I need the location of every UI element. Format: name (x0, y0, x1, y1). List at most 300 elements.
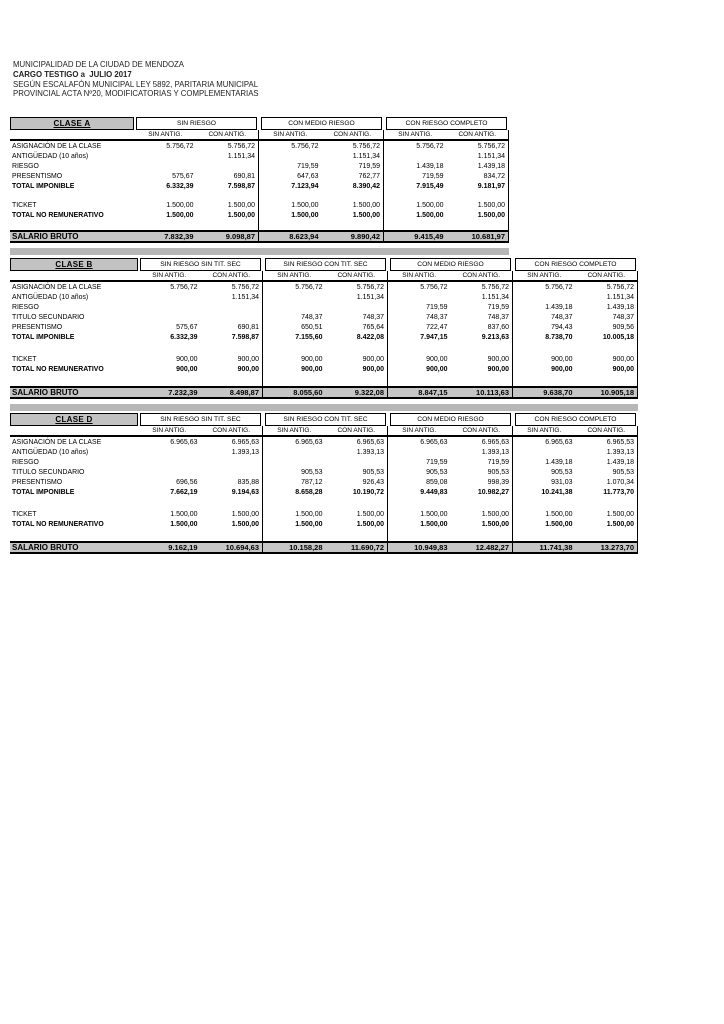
cell-value (513, 292, 576, 302)
cell-value: 905,53 (426, 468, 448, 476)
subheader-sin-antig: SIN ANTIG. (398, 131, 433, 138)
subheader-con-antig: CON ANTIG. (451, 271, 514, 280)
salario-bruto-value: 10.681,97 (447, 232, 510, 241)
table-row (10, 467, 638, 477)
cell-value (138, 467, 201, 477)
cell-value: 1.151,34 (201, 292, 264, 302)
cell-value: 905,53 (326, 467, 389, 477)
group-header: SIN RIESGO CON TIT. SEC (265, 258, 386, 271)
cell-value (197, 161, 260, 171)
cell-value: 1.500,00 (295, 510, 323, 518)
table-row (10, 201, 509, 211)
row-label: PRESENTISMO (12, 323, 63, 331)
cell-value: 900,00 (451, 364, 514, 374)
cell-value (201, 457, 264, 467)
salario-bruto-value: 9.890,42 (322, 232, 385, 241)
cell-value: 900,00 (576, 364, 639, 374)
spacer-row (10, 374, 638, 386)
cell-value (388, 374, 451, 386)
cell-value: 1.500,00 (451, 519, 514, 529)
cell-value: 900,00 (201, 364, 264, 374)
cell-value (326, 529, 389, 541)
subheader-con-antig: CON ANTIG. (197, 130, 260, 139)
row-label (10, 221, 134, 231)
cell-value: 7.155,60 (295, 333, 323, 341)
cell-value (322, 191, 385, 201)
row-label (10, 342, 138, 354)
table-row (10, 519, 638, 529)
row-label: TOTAL IMPONIBLE (12, 488, 75, 496)
cell-value: 1.393,13 (451, 447, 514, 457)
cell-value: 1.500,00 (326, 519, 389, 529)
cell-value: 1.500,00 (197, 201, 260, 211)
cell-value: 762,77 (322, 171, 385, 181)
cell-value: 5.756,72 (545, 283, 573, 291)
cell-value: 900,00 (426, 365, 448, 373)
group-header: SIN RIESGO (136, 117, 257, 130)
cell-value: 1.500,00 (420, 510, 448, 518)
cell-value: 1.070,34 (576, 477, 639, 487)
clase-table (10, 413, 638, 554)
cell-value: 719,59 (322, 161, 385, 171)
cell-value (388, 529, 451, 541)
spacer-row (10, 529, 638, 541)
cell-value: 8.658,28 (295, 488, 323, 496)
shadow-strip (10, 248, 509, 255)
cell-value: 6.965,63 (201, 437, 264, 447)
table-row (10, 141, 509, 151)
cell-value: 6.965,63 (170, 438, 198, 446)
subheader-con-antig: CON ANTIG. (326, 271, 389, 280)
header-line-acta: PROVINCIAL ACTA Nº20, MODIFICATORIAS Y COMPLEMENTARIAS (13, 89, 259, 99)
subheader-sin-antig: SIN ANTIG. (277, 427, 312, 434)
salario-bruto-value: 10.158,28 (289, 543, 323, 552)
subheader-con-antig: CON ANTIG. (201, 271, 264, 280)
cell-value: 900,00 (176, 365, 198, 373)
cell-value: 8.390,42 (322, 181, 385, 191)
salario-bruto-value: 7.832,39 (164, 232, 194, 241)
cell-value: 6.965,63 (545, 438, 573, 446)
cell-value (263, 374, 326, 386)
subheader-sin-antig: SIN ANTIG. (152, 272, 187, 279)
cell-value (138, 302, 201, 312)
cell-value (138, 374, 201, 386)
group-header: SIN RIESGO SIN TIT. SEC (140, 413, 261, 426)
cell-value: 794,43 (551, 323, 573, 331)
subheader-con-antig: CON ANTIG. (451, 426, 514, 435)
table-row (10, 312, 638, 322)
table-row (10, 211, 509, 221)
salario-bruto-value: 10.113,63 (451, 388, 514, 397)
subheader-sin-antig: SIN ANTIG. (273, 131, 308, 138)
cell-value: 748,37 (576, 312, 639, 322)
cell-value: 834,72 (447, 171, 510, 181)
table-header-row (10, 413, 638, 426)
subheader-con-antig: CON ANTIG. (576, 426, 639, 435)
row-label: TITULO SECUNDARIO (12, 313, 85, 321)
cell-value: 1.393,13 (201, 447, 264, 457)
cell-value: 931,03 (551, 478, 573, 486)
cell-value: 1.439,18 (447, 161, 510, 171)
subheader-sin-antig: SIN ANTIG. (402, 272, 437, 279)
cell-value: 859,08 (426, 478, 448, 486)
salario-bruto-row (10, 386, 638, 399)
cell-value: 1.439,18 (576, 302, 639, 312)
cell-value: 909,56 (576, 322, 639, 332)
cell-value: 900,00 (426, 355, 448, 363)
salario-bruto-value: 9.415,49 (414, 232, 444, 241)
cell-value (388, 447, 451, 457)
cell-value: 7.123,94 (291, 182, 319, 190)
cell-value (447, 191, 510, 201)
cell-value: 900,00 (576, 354, 639, 364)
cell-value: 10.982,27 (451, 487, 514, 497)
table-row (10, 171, 509, 181)
row-label: TOTAL IMPONIBLE (12, 182, 75, 190)
cell-value (326, 374, 389, 386)
cell-value (388, 497, 451, 509)
row-label (10, 191, 134, 201)
cell-value (513, 342, 576, 354)
cell-value: 1.439,18 (545, 458, 573, 466)
salario-bruto-value: 9.638,70 (543, 388, 573, 397)
cell-value: 1.500,00 (170, 510, 198, 518)
cell-value: 748,37 (451, 312, 514, 322)
salario-bruto-value: 11.741,38 (539, 543, 573, 552)
salario-bruto-value: 13.273,70 (576, 543, 639, 552)
cell-value (263, 447, 326, 457)
row-label: PRESENTISMO (12, 172, 63, 180)
cell-value: 1.500,00 (545, 520, 573, 528)
row-label (10, 529, 138, 541)
row-label (10, 374, 138, 386)
table-header-row (10, 258, 638, 271)
salario-bruto-label: SALARIO BRUTO (12, 388, 79, 397)
cell-value: 905,53 (451, 467, 514, 477)
cell-value (384, 191, 447, 201)
cell-value: 1.439,18 (545, 303, 573, 311)
subheader-con-antig: CON ANTIG. (201, 426, 264, 435)
cell-value (201, 342, 264, 354)
salario-bruto-value: 7.232,39 (168, 388, 198, 397)
row-label: TOTAL NO REMUNERATIVO (12, 520, 104, 528)
cell-value: 6.332,39 (166, 182, 194, 190)
cell-value: 1.500,00 (447, 201, 510, 211)
row-label: ASIGNACIÓN DE LA CLASE (12, 438, 102, 446)
cell-value: 1.500,00 (416, 212, 444, 219)
cell-value (201, 374, 264, 386)
cell-value: 748,37 (326, 312, 389, 322)
cell-value: 748,37 (426, 313, 448, 321)
cell-value (576, 374, 639, 386)
subheader-row (10, 271, 638, 282)
cell-value (134, 221, 197, 231)
cell-value (513, 497, 576, 509)
cell-value (201, 302, 264, 312)
cell-value: 900,00 (451, 354, 514, 364)
cell-value: 900,00 (301, 365, 323, 373)
cell-value: 690,81 (197, 171, 260, 181)
group-header: CON MEDIO RIESGO (390, 258, 511, 271)
cell-value: 5.756,72 (170, 283, 198, 291)
cell-value: 7.598,87 (197, 181, 260, 191)
cell-value: 6.965,63 (326, 437, 389, 447)
salario-bruto-row (10, 230, 509, 243)
cell-value (388, 292, 451, 302)
row-label: ANTIGÜEDAD (10 años) (12, 448, 89, 456)
group-header: SIN RIESGO SIN TIT. SEC (140, 258, 261, 271)
cell-value: 5.756,72 (166, 142, 194, 150)
cell-value (326, 457, 389, 467)
table-row (10, 447, 638, 457)
cell-value: 765,64 (326, 322, 389, 332)
cell-value: 719,59 (422, 172, 444, 180)
salario-bruto-value: 10.949,83 (414, 543, 448, 552)
cell-value (201, 312, 264, 322)
row-label: RIESGO (12, 162, 39, 170)
document-header (13, 60, 259, 99)
subheader-spacer (10, 271, 138, 280)
cell-value: 998,39 (451, 477, 514, 487)
cell-value: 719,59 (426, 458, 448, 466)
cell-value: 8.738,70 (545, 333, 573, 341)
subheader-con-antig: CON ANTIG. (322, 130, 385, 139)
spacer-row (10, 497, 638, 509)
cell-value: 1.500,00 (416, 202, 444, 209)
row-label: TOTAL NO REMUNERATIVO (12, 365, 104, 373)
cell-value: 1.500,00 (166, 202, 194, 209)
group-header: CON RIESGO COMPLETO (386, 117, 507, 130)
cell-value: 1.439,18 (576, 457, 639, 467)
cell-value: 6.965,63 (295, 438, 323, 446)
cell-value: 1.151,34 (447, 151, 510, 161)
subheader-sin-antig: SIN ANTIG. (152, 427, 187, 434)
cell-value (513, 374, 576, 386)
subheader-sin-antig: SIN ANTIG. (402, 427, 437, 434)
group-header: CON RIESGO COMPLETO (515, 413, 636, 426)
cell-value (134, 191, 197, 201)
cell-value: 9.449,83 (420, 488, 448, 496)
cell-value: 905,53 (301, 468, 323, 476)
cell-value (201, 467, 264, 477)
cell-value: 10.241,38 (541, 488, 573, 496)
cell-value (138, 292, 201, 302)
cell-value: 9.181,97 (447, 181, 510, 191)
cell-value: 1.500,00 (447, 211, 510, 221)
group-header: CON MEDIO RIESGO (261, 117, 382, 130)
cell-value: 575,67 (172, 172, 194, 180)
cell-value (138, 342, 201, 354)
table-row (10, 364, 638, 374)
row-label: TITULO SECUNDARIO (12, 468, 85, 476)
cell-value: 7.947,15 (420, 333, 448, 341)
table-row (10, 181, 509, 191)
table-row (10, 457, 638, 467)
salario-bruto-value: 9.098,87 (197, 232, 260, 241)
salario-bruto-value: 8.623,94 (289, 232, 319, 241)
cell-value: 719,59 (451, 457, 514, 467)
cell-value (197, 191, 260, 201)
cell-value (263, 342, 326, 354)
cell-value (138, 529, 201, 541)
spacer-row (10, 221, 509, 231)
cell-value: 1.500,00 (291, 202, 319, 209)
cell-value: 1.500,00 (420, 520, 448, 528)
cell-value: 1.500,00 (322, 211, 385, 221)
cell-value: 1.500,00 (201, 519, 264, 529)
row-label: ASIGNACIÓN DE LA CLASE (12, 283, 102, 291)
cell-value: 1.151,34 (576, 292, 639, 302)
salario-bruto-value: 8.847,15 (418, 388, 448, 397)
row-label: ANTIGÜEDAD (10 años) (12, 152, 89, 160)
cell-value: 5.756,72 (451, 282, 514, 292)
table-row (10, 161, 509, 171)
subheader-sin-antig: SIN ANTIG. (527, 272, 562, 279)
spacer-row (10, 342, 638, 354)
subheader-row (10, 130, 509, 141)
cell-value: 900,00 (551, 365, 573, 373)
cell-value (326, 497, 389, 509)
table-row (10, 477, 638, 487)
cell-value: 719,59 (426, 303, 448, 311)
cell-value: 5.756,72 (201, 282, 264, 292)
group-header: CON RIESGO COMPLETO (515, 258, 636, 271)
salario-bruto-row (10, 541, 638, 554)
cell-value: 900,00 (551, 355, 573, 363)
cell-value: 900,00 (326, 354, 389, 364)
cell-value (326, 302, 389, 312)
cell-value: 1.500,00 (295, 520, 323, 528)
header-line-escalafon: SEGÚN ESCALAFÓN MUNICIPAL LEY 5892, PARITARIA MUNICIPAL (13, 79, 259, 89)
cell-value (384, 221, 447, 231)
table-row (10, 437, 638, 447)
salario-bruto-label: SALARIO BRUTO (12, 232, 79, 241)
cell-value: 5.756,72 (326, 282, 389, 292)
subheader-con-antig: CON ANTIG. (447, 130, 510, 139)
cell-value (451, 342, 514, 354)
cell-value: 5.756,72 (416, 142, 444, 150)
cell-value: 1.500,00 (576, 509, 639, 519)
cell-value (263, 529, 326, 541)
cell-value: 10.190,72 (326, 487, 389, 497)
cell-value: 7.662,19 (170, 488, 198, 496)
cell-value (259, 221, 322, 231)
cell-value: 1.500,00 (322, 201, 385, 211)
cell-value (576, 342, 639, 354)
table-row (10, 282, 638, 292)
row-label: TOTAL NO REMUNERATIVO (12, 212, 104, 219)
table-row (10, 354, 638, 364)
cell-value (513, 529, 576, 541)
cell-value (138, 457, 201, 467)
subheader-con-antig: CON ANTIG. (326, 426, 389, 435)
cell-value: 926,43 (326, 477, 389, 487)
cell-value: 5.756,72 (322, 141, 385, 151)
cell-value: 1.500,00 (170, 520, 198, 528)
cell-value: 575,67 (176, 323, 198, 331)
cell-value (388, 342, 451, 354)
row-label: TICKET (12, 510, 37, 518)
cell-value: 7.598,87 (201, 332, 264, 342)
cell-value (259, 191, 322, 201)
cell-value (447, 221, 510, 231)
salario-bruto-value: 10.694,63 (201, 543, 264, 552)
cell-value: 6.965,53 (576, 437, 639, 447)
salario-bruto-value: 8.055,60 (293, 388, 323, 397)
cell-value: 647,63 (297, 172, 319, 180)
row-label: RIESGO (12, 303, 39, 311)
cell-value (451, 374, 514, 386)
subheader-sin-antig: SIN ANTIG. (527, 427, 562, 434)
cell-value: 6.965,63 (451, 437, 514, 447)
salario-bruto-value: 12.482,27 (451, 543, 514, 552)
cell-value: 650,51 (301, 323, 323, 331)
cell-value: 748,37 (301, 313, 323, 321)
cell-value (451, 529, 514, 541)
clase-table (10, 258, 638, 399)
cell-value (263, 292, 326, 302)
table-row (10, 322, 638, 332)
cell-value: 5.756,72 (447, 141, 510, 151)
header-line-municipality: MUNICIPALIDAD DE LA CIUDAD DE MENDOZA (13, 60, 184, 69)
cell-value (138, 312, 201, 322)
class-label: CLASE D (10, 413, 138, 426)
spacer-row (10, 191, 509, 201)
table-row (10, 487, 638, 497)
salario-bruto-label: SALARIO BRUTO (12, 543, 79, 552)
header-line-cargo-testigo: CARGO TESTIGO a JULIO 2017 (13, 69, 132, 79)
cell-value: 690,81 (201, 322, 264, 332)
subheader-spacer (10, 130, 134, 139)
cell-value: 900,00 (176, 355, 198, 363)
cell-value (134, 151, 197, 161)
cell-value: 5.756,72 (295, 283, 323, 291)
salario-bruto-value: 11.690,72 (326, 543, 389, 552)
cell-value (138, 447, 201, 457)
table-row (10, 151, 509, 161)
cell-value: 11.773,70 (576, 487, 639, 497)
cell-value (576, 497, 639, 509)
table-row (10, 292, 638, 302)
cell-value: 10.005,18 (576, 332, 639, 342)
cell-value: 7.915,49 (416, 182, 444, 190)
cell-value: 1.500,00 (545, 510, 573, 518)
cell-value: 696,56 (176, 478, 198, 486)
cell-value: 1.151,34 (451, 292, 514, 302)
cell-value: 905,53 (576, 467, 639, 477)
cell-value: 6.965,63 (420, 438, 448, 446)
cell-value (513, 447, 576, 457)
cell-value: 748,37 (551, 313, 573, 321)
cell-value: 1.151,34 (322, 151, 385, 161)
row-label: PRESENTISMO (12, 478, 63, 486)
subheader-spacer (10, 426, 138, 435)
shadow-strip (10, 404, 638, 411)
row-label: ASIGNACIÓN DE LA CLASE (12, 142, 102, 150)
row-label: TICKET (12, 355, 37, 363)
cell-value: 1.500,00 (326, 509, 389, 519)
cell-value (384, 151, 447, 161)
subheader-sin-antig: SIN ANTIG. (148, 131, 183, 138)
table-header-row (10, 117, 509, 130)
salario-bruto-value: 10.905,18 (576, 388, 639, 397)
row-label (10, 497, 138, 509)
cell-value: 719,59 (297, 162, 319, 170)
cell-value (259, 151, 322, 161)
subheader-con-antig: CON ANTIG. (576, 271, 639, 280)
cell-value: 1.500,00 (166, 212, 194, 219)
salario-bruto-value: 9.322,08 (326, 388, 389, 397)
